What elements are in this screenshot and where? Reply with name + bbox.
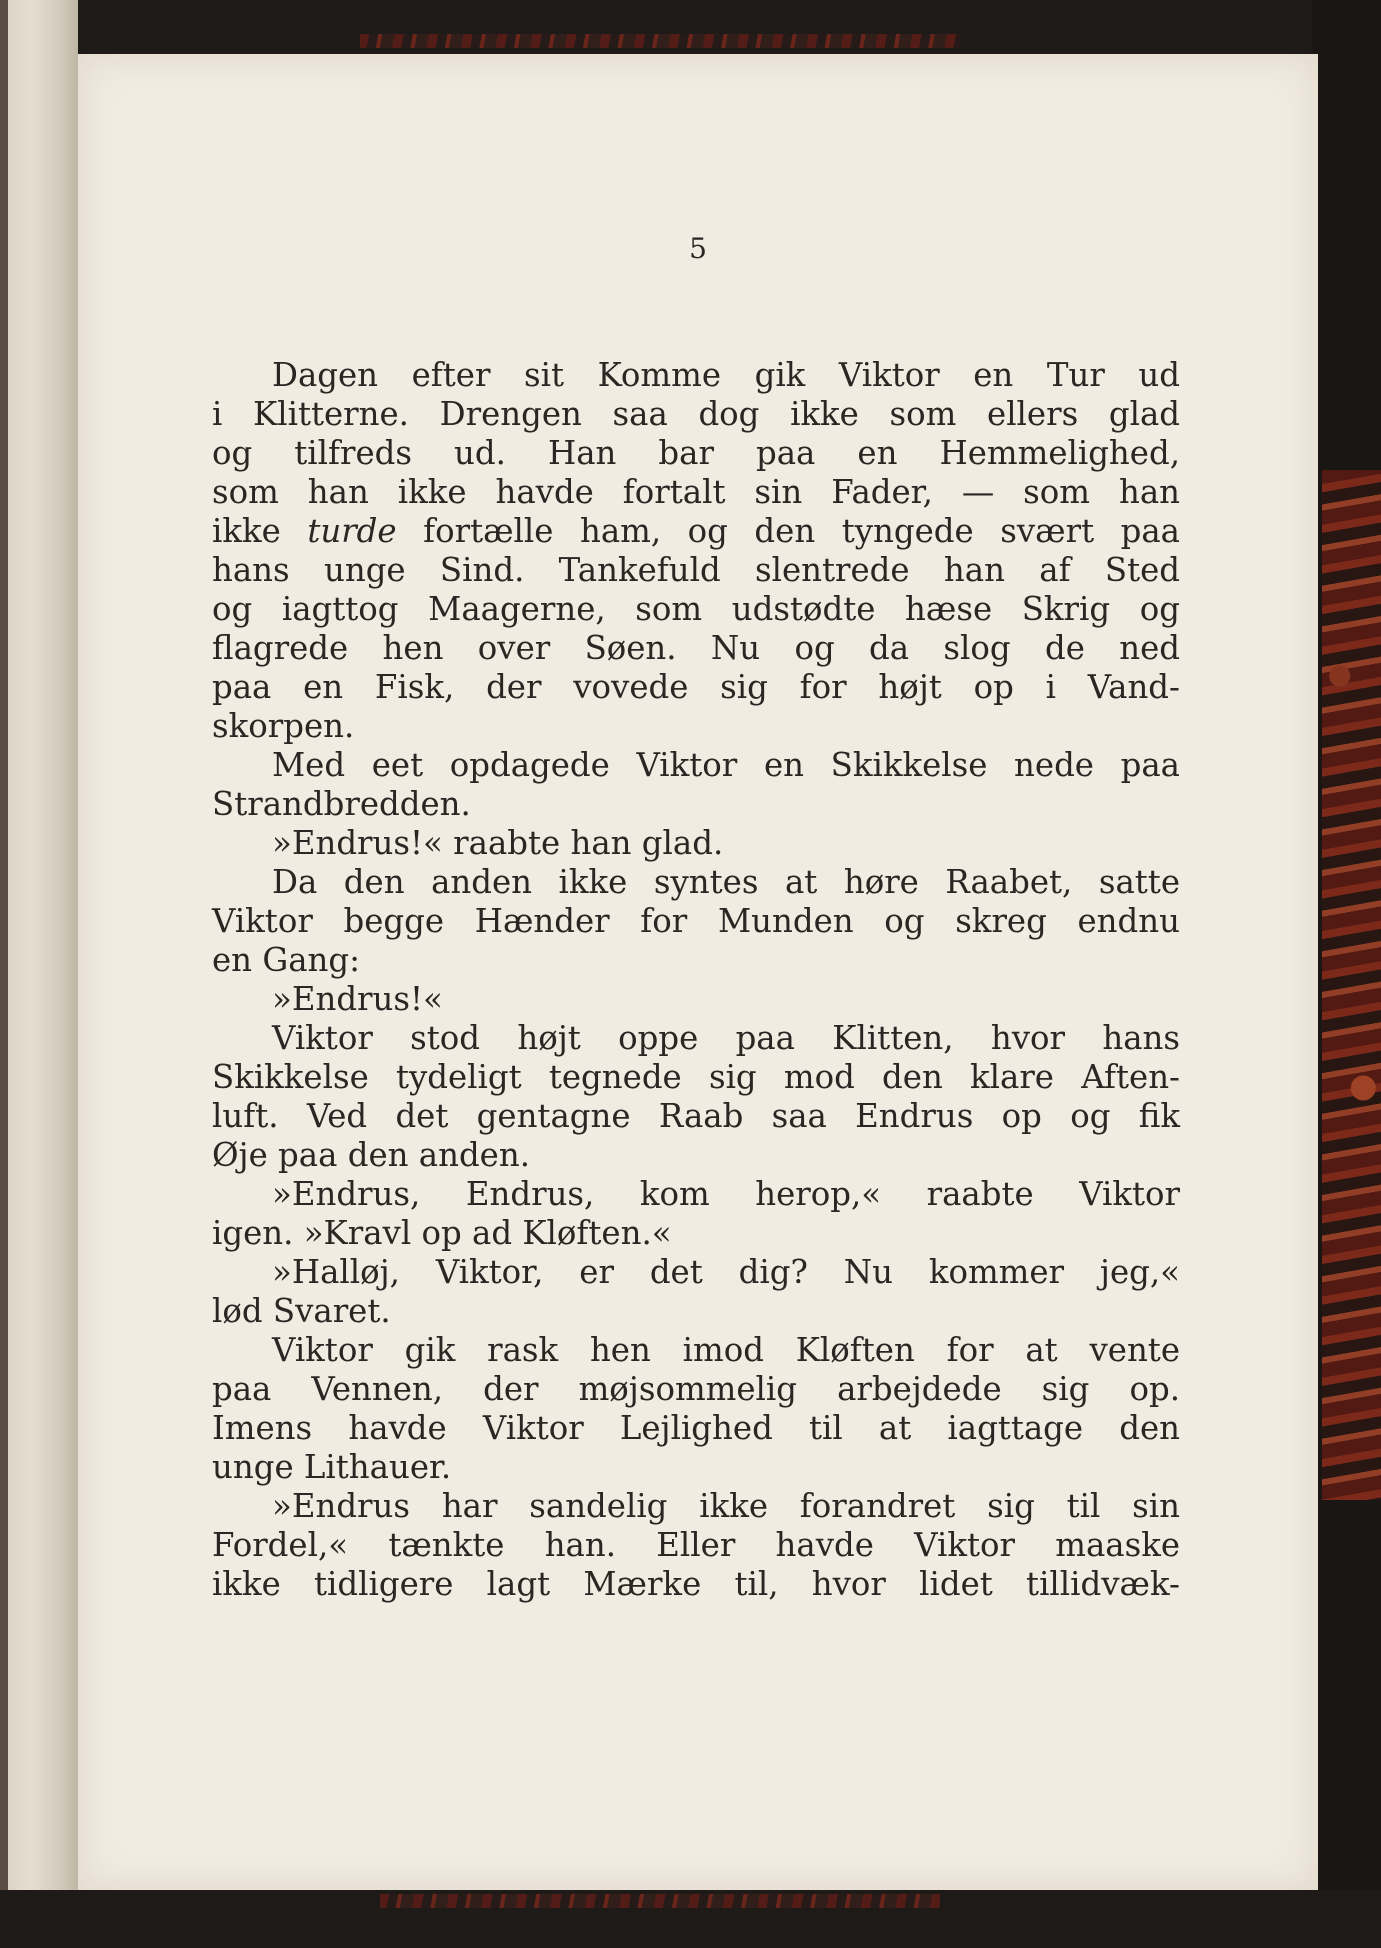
text-line: Skikkelse tydeligt tegnede sig mod den klare Aften- bbox=[212, 1058, 1180, 1096]
marbled-paper bbox=[1322, 470, 1381, 1500]
text-line: Øje paa den anden. bbox=[212, 1136, 531, 1174]
marbled-edge bbox=[360, 34, 960, 48]
text-line: og tilfreds ud. Han bar paa en Hemmelighed, bbox=[212, 434, 1180, 472]
book-top-edge bbox=[0, 0, 1381, 56]
text-line: »Halløj, Viktor, er det dig? Nu kommer jeg,« bbox=[272, 1253, 1180, 1291]
text-line: Med eet opdagede Viktor en Skikkelse nede paa bbox=[272, 746, 1180, 784]
text-line: ikke turde fortælle ham, og den tyngede svært paa bbox=[212, 512, 1180, 550]
text-line: ikke tidligere lagt Mærke til, hvor lidet tillidvæk- bbox=[212, 1565, 1180, 1603]
text-line: »Endrus!« raabte han glad. bbox=[272, 824, 724, 862]
text-line: en Gang: bbox=[212, 941, 361, 979]
text-line: flagrede hen over Søen. Nu og da slog de ned bbox=[212, 629, 1180, 667]
page-number: 5 bbox=[689, 232, 707, 265]
text-line: lød Svaret. bbox=[212, 1292, 391, 1330]
text-line: luft. Ved det gentagne Raab saa Endrus op og fik bbox=[212, 1097, 1180, 1135]
text-line: igen. »Kravl op ad Kløften.« bbox=[212, 1214, 672, 1252]
text-line: Fordel,« tænkte han. Eller havde Viktor maaske bbox=[212, 1526, 1180, 1564]
emphasized-word: turde bbox=[307, 512, 397, 550]
text-line: »Endrus!« bbox=[272, 980, 443, 1018]
text-line: som han ikke havde fortalt sin Fader, — som han bbox=[212, 473, 1180, 511]
book-cover-edge bbox=[1312, 0, 1381, 1948]
book-page bbox=[78, 54, 1318, 1890]
text-line: Viktor gik rask hen imod Kløften for at vente bbox=[272, 1331, 1180, 1369]
previous-page-gutter bbox=[0, 0, 78, 1948]
marbled-edge bbox=[380, 1894, 940, 1908]
text-line: Dagen efter sit Komme gik Viktor en Tur ud bbox=[272, 356, 1180, 394]
text-line: Imens havde Viktor Lejlighed til at iagttage den bbox=[212, 1409, 1180, 1447]
gutter-shadow bbox=[0, 0, 8, 1948]
text-line: i Klitterne. Drengen saa dog ikke som ellers glad bbox=[212, 395, 1180, 433]
text-line: paa Vennen, der møjsommelig arbejdede sig op. bbox=[212, 1370, 1180, 1408]
text-line: skorpen. bbox=[212, 707, 355, 745]
text-line: »Endrus, Endrus, kom herop,« raabte Viktor bbox=[272, 1175, 1180, 1213]
text-line: Viktor stod højt oppe paa Klitten, hvor hans bbox=[272, 1019, 1180, 1057]
text-line: og iagttog Maagerne, som udstødte hæse Skrig og bbox=[212, 590, 1180, 628]
text-line: Da den anden ikke syntes at høre Raabet, satte bbox=[272, 863, 1180, 901]
text-line: hans unge Sind. Tankefuld slentrede han af Sted bbox=[212, 551, 1180, 589]
text-line: unge Lithauer. bbox=[212, 1448, 452, 1486]
book-bottom-edge bbox=[0, 1890, 1381, 1948]
text-line: »Endrus har sandelig ikke forandret sig til sin bbox=[272, 1487, 1180, 1525]
text-line: paa en Fisk, der vovede sig for højt op i Vand- bbox=[212, 668, 1180, 706]
text-line: Strandbredden. bbox=[212, 785, 471, 823]
body-text bbox=[212, 356, 1180, 1604]
text-line: Viktor begge Hænder for Munden og skreg endnu bbox=[212, 902, 1180, 940]
